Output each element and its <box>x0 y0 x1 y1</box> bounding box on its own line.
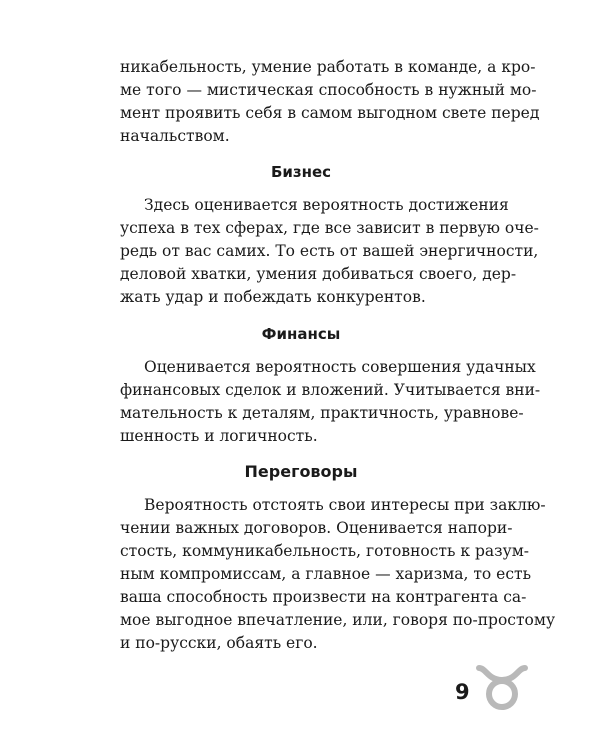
paragraph-line: деловой хватки, умения добиваться своего, дер- <box>120 265 517 283</box>
paragraph-line: Оценивается вероятность совершения удачных <box>144 358 536 376</box>
paragraph-line: мательность к деталям, практичность, уравнове- <box>120 404 524 422</box>
negotiations-paragraph <box>120 494 556 655</box>
paragraph-line: финансовых сделок и вложений. Учитывается вни- <box>120 381 541 399</box>
section-heading-negotiations: Переговоры <box>244 462 358 481</box>
section-heading-finance: Финансы <box>261 325 341 343</box>
paragraph-line: стость, коммуникабельность, готовность к разум- <box>120 542 529 560</box>
business-paragraph <box>120 194 539 309</box>
paragraph-line: Вероятность отстоять свои интересы при заклю- <box>144 496 546 514</box>
paragraph-line: начальством. <box>120 127 230 145</box>
paragraph-line: и по-русски, обаять его. <box>120 634 318 652</box>
paragraph-line: шенность и логичность. <box>120 427 318 445</box>
page-number: 9 <box>455 680 470 704</box>
paragraph-line: успеха в тех сферах, где все зависит в первую оче- <box>120 219 539 237</box>
paragraph-line: мент проявить себя в самом выгодном свете перед <box>120 104 540 122</box>
paragraph-line: чении важных договоров. Оценивается напори- <box>120 519 513 537</box>
section-heading-business: Бизнес <box>270 163 332 181</box>
paragraph-line: ным компромиссам, а главное — харизма, то есть <box>120 565 532 583</box>
finance-paragraph <box>120 356 541 448</box>
taurus-symbol-icon <box>474 660 530 714</box>
paragraph-line: никабельность, умение работать в команде, а кро- <box>120 58 536 76</box>
paragraph-line: ме того — мистическая способность в нужный мо- <box>120 81 537 99</box>
paragraph-line: Здесь оценивается вероятность достижения <box>144 196 509 214</box>
paragraph-line: жать удар и побеждать конкурентов. <box>120 288 426 306</box>
intro-paragraph <box>120 56 540 148</box>
paragraph-line: редь от вас самих. То есть от вашей энергичности, <box>120 242 539 260</box>
paragraph-line: мое выгодное впечатление, или, говоря по-простому <box>120 611 556 629</box>
paragraph-line: ваша способность произвести на контрагента са- <box>120 588 527 606</box>
